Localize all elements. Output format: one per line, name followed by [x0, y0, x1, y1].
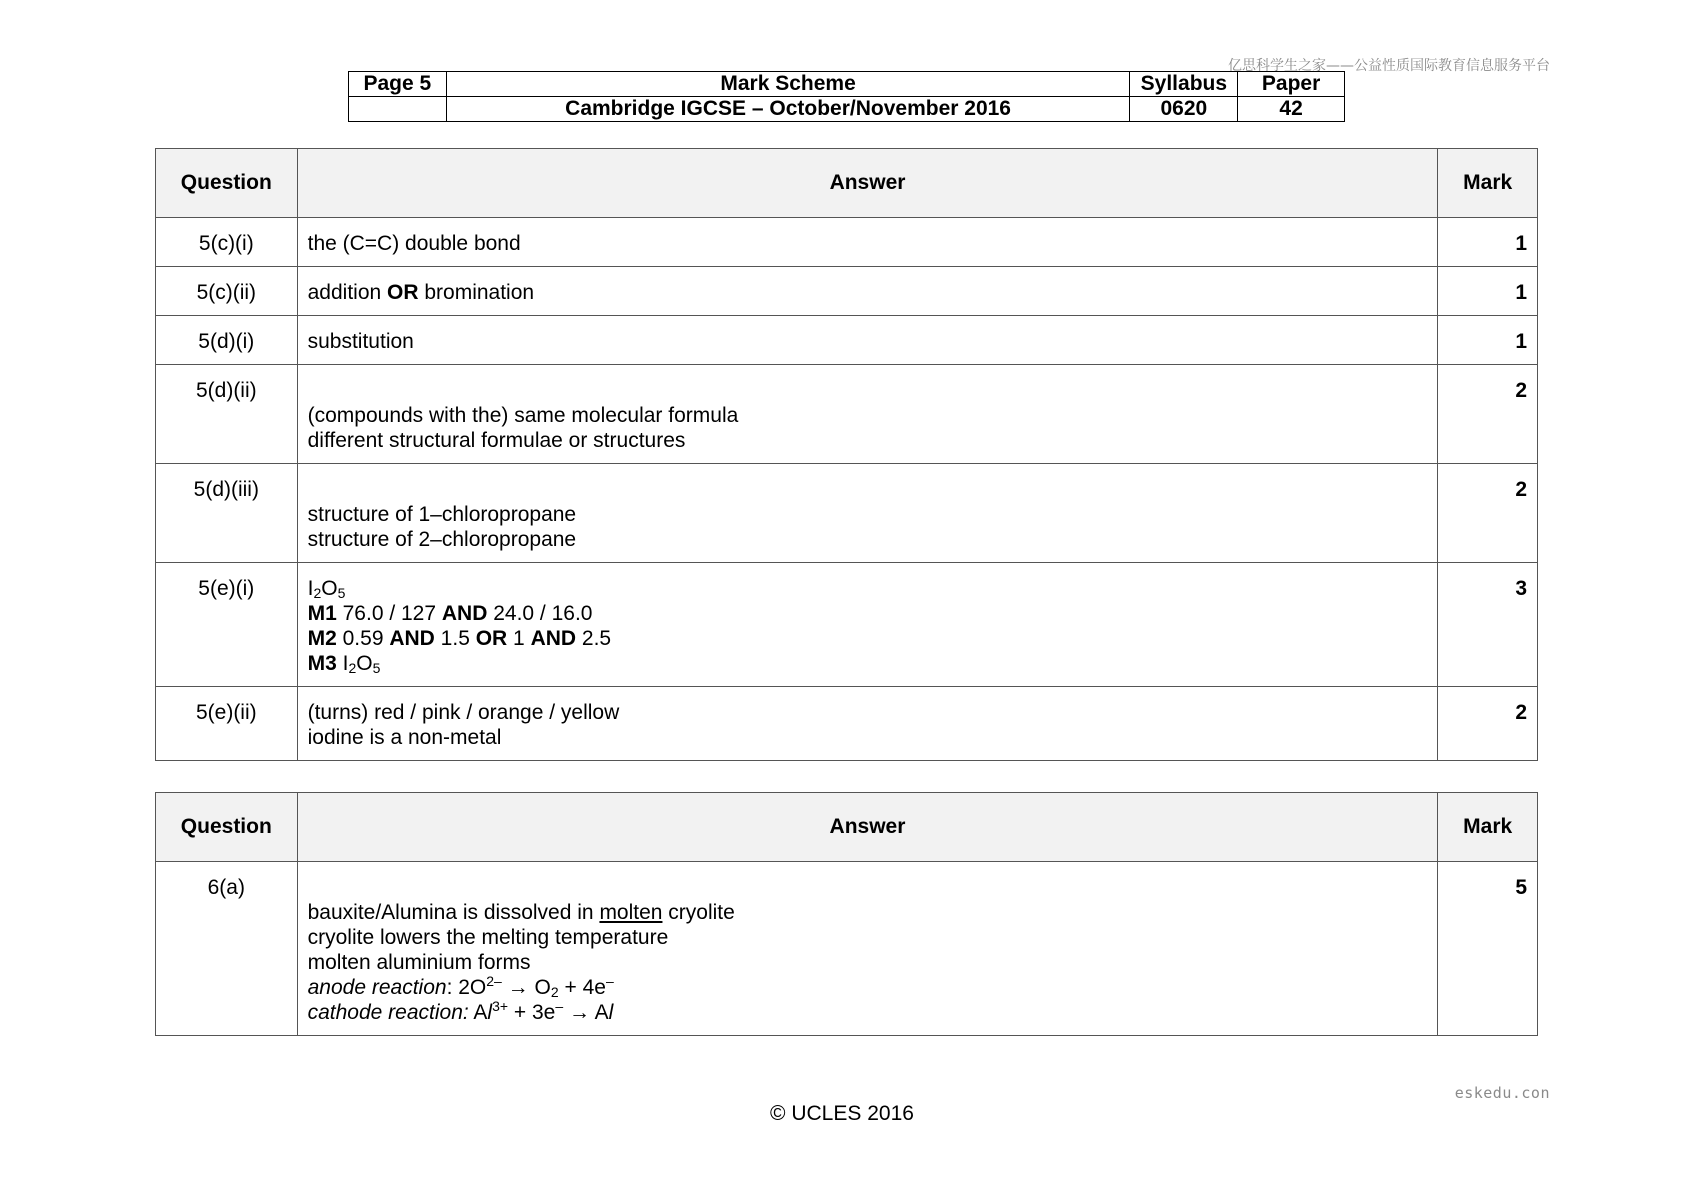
question-number: 5(d)(iii): [193, 478, 259, 501]
question-cell: [156, 464, 298, 563]
mark-cell: [1438, 563, 1538, 687]
answer-line: [308, 1000, 1428, 1025]
answer-text: 1.5: [434, 627, 476, 650]
answer-text: molten aluminium forms: [307, 951, 531, 974]
answer-text: l: [608, 1001, 614, 1024]
answer-text: 2: [348, 660, 357, 676]
question-cell: [156, 267, 298, 316]
mark-value: 2: [1515, 379, 1527, 402]
mark-cell: [1438, 464, 1538, 563]
answer-column-header: Answer: [297, 793, 1438, 862]
answer-text: addition: [307, 281, 388, 304]
answer-text: bromination: [418, 281, 535, 304]
answer-line: [308, 428, 1428, 453]
syllabus-label: Syllabus: [1130, 72, 1238, 97]
mark-value: 1: [1515, 232, 1527, 255]
answer-text: 1: [507, 627, 531, 650]
answer-text: –: [605, 973, 614, 989]
answer-line: [308, 651, 1428, 676]
answer-text: 5: [372, 660, 381, 676]
table-row: [156, 267, 1538, 316]
mark-value: 1: [1515, 281, 1527, 304]
page-header-table: [348, 71, 1345, 122]
answer-line: [308, 280, 1428, 305]
question-cell: [156, 218, 298, 267]
question-column-header: Question: [156, 793, 298, 862]
answer-line: [308, 925, 1428, 950]
answer-cell: [297, 464, 1438, 563]
answer-text: molten: [599, 901, 663, 924]
mark-column-header: Mark: [1438, 149, 1538, 218]
answer-text: cryolite: [662, 901, 735, 924]
answer-text: OR: [475, 627, 508, 650]
mark-value: 5: [1515, 876, 1527, 899]
mark-scheme-table-2: [155, 792, 1538, 1036]
answer-text: 24.0 / 16.0: [487, 602, 593, 625]
answer-line: [308, 700, 1428, 725]
answer-text: AND: [389, 627, 435, 650]
answer-text: structure of 2–chloropropane: [307, 528, 577, 551]
table-row: [156, 862, 1538, 1036]
answer-text: + 4e: [558, 976, 606, 999]
mark-cell: [1438, 316, 1538, 365]
answer-cell: [297, 862, 1438, 1036]
answer-text: OR: [387, 281, 419, 304]
answer-cell: [297, 365, 1438, 464]
watermark-top-text: 亿思科学生之家——公益性质国际教育信息服务平台: [1228, 58, 1550, 74]
answer-line: [308, 900, 1428, 925]
answer-cell: [297, 218, 1438, 267]
answer-line: [308, 378, 1428, 403]
answer-line: [308, 477, 1428, 502]
answer-text: 2–: [486, 973, 502, 989]
answer-text: cathode reaction:: [307, 1001, 469, 1024]
answer-text: → O: [501, 976, 551, 999]
syllabus-code: 0620: [1130, 97, 1238, 122]
answer-text: cryolite lowers the melting temperature: [307, 926, 669, 949]
answer-line: [308, 601, 1428, 626]
page-number: Page 5: [349, 72, 447, 97]
answer-text: (turns) red / pink / orange / yellow: [307, 701, 620, 724]
answer-text: anode reaction: [307, 976, 447, 999]
answer-text: 2.5: [576, 627, 612, 650]
answer-cell: [297, 687, 1438, 761]
watermark-bottom-text: eskedu.con: [1454, 1084, 1550, 1102]
mark-column-header: Mark: [1438, 793, 1538, 862]
paper-label: Paper: [1238, 72, 1345, 97]
answer-text: substitution: [307, 330, 414, 353]
paper-number: 42: [1238, 97, 1345, 122]
table-row: [156, 316, 1538, 365]
mark-cell: [1438, 267, 1538, 316]
answer-text: I: [307, 577, 314, 600]
question-cell: [156, 563, 298, 687]
answer-line: [308, 725, 1428, 750]
copyright-footer: © UCLES 2016: [770, 1102, 914, 1125]
answer-line: [308, 502, 1428, 527]
answer-line: [308, 950, 1428, 975]
answer-line: [308, 403, 1428, 428]
question-number: 5(d)(ii): [195, 379, 257, 402]
answer-text: different structural formulae or structures: [307, 429, 686, 452]
answer-column-header: Answer: [297, 149, 1438, 218]
table-row: [156, 687, 1538, 761]
mark-cell: [1438, 862, 1538, 1036]
answer-text: the (C=C) double bond: [307, 232, 521, 255]
table-row: [156, 464, 1538, 563]
answer-text: 2: [313, 585, 322, 601]
answer-line: [308, 975, 1428, 1000]
answer-text: bauxite/Alumina is dissolved in: [307, 901, 600, 924]
answer-line: [308, 875, 1428, 900]
question-number: 5(c)(ii): [196, 281, 257, 304]
question-cell: [156, 316, 298, 365]
question-number: 5(e)(i): [198, 577, 255, 600]
mark-cell: [1438, 365, 1538, 464]
answer-text: M1: [307, 602, 337, 625]
answer-text: structure of 1–chloropropane: [307, 503, 577, 526]
question-number: 5(e)(ii): [195, 701, 257, 724]
question-number: 5(d)(i): [198, 330, 255, 353]
answer-text: + 3e: [508, 1001, 556, 1024]
question-number: 6(a): [207, 876, 245, 899]
mark-cell: [1438, 218, 1538, 267]
table-row: [156, 365, 1538, 464]
mark-cell: [1438, 687, 1538, 761]
mark-scheme-table-1: [155, 148, 1538, 761]
mark-value: 1: [1515, 330, 1527, 353]
answer-text: O: [321, 577, 338, 600]
mark-value: 2: [1515, 701, 1527, 724]
answer-text: O: [356, 652, 373, 675]
answer-text: (compounds with the) same molecular formula: [307, 404, 739, 427]
question-number: 5(c)(i): [198, 232, 254, 255]
answer-line: [308, 231, 1428, 256]
answer-cell: [297, 563, 1438, 687]
answer-cell: [297, 316, 1438, 365]
answer-line: [308, 626, 1428, 651]
question-cell: [156, 365, 298, 464]
question-cell: [156, 687, 298, 761]
table-row: [156, 563, 1538, 687]
answer-text: AND: [530, 627, 577, 650]
answer-text: 76.0 / 127: [336, 602, 442, 625]
question-column-header: Question: [156, 149, 298, 218]
header-empty-cell: [349, 97, 447, 122]
exam-session: Cambridge IGCSE – October/November 2016: [446, 97, 1130, 122]
answer-text: → A: [563, 1001, 609, 1024]
answer-text: –: [555, 998, 564, 1014]
answer-text: AND: [441, 602, 488, 625]
answer-text: 2: [550, 984, 559, 1000]
answer-line: [308, 527, 1428, 552]
answer-text: I: [336, 652, 349, 675]
answer-text: l: [487, 1001, 493, 1024]
answer-text: 0.59: [336, 627, 390, 650]
question-cell: [156, 862, 298, 1036]
mark-value: 3: [1515, 577, 1527, 600]
answer-text: : 2O: [446, 976, 487, 999]
answer-line: [308, 576, 1428, 601]
mark-value: 2: [1515, 478, 1527, 501]
answer-cell: [297, 267, 1438, 316]
answer-text: M2: [307, 627, 337, 650]
answer-text: 5: [337, 585, 346, 601]
answer-line: [308, 329, 1428, 354]
answer-text: iodine is a non-metal: [307, 726, 502, 749]
document-title: Mark Scheme: [446, 72, 1130, 97]
answer-text: M3: [307, 652, 337, 675]
answer-text: A: [468, 1001, 488, 1024]
table-row: [156, 218, 1538, 267]
answer-text: 3+: [492, 998, 509, 1014]
